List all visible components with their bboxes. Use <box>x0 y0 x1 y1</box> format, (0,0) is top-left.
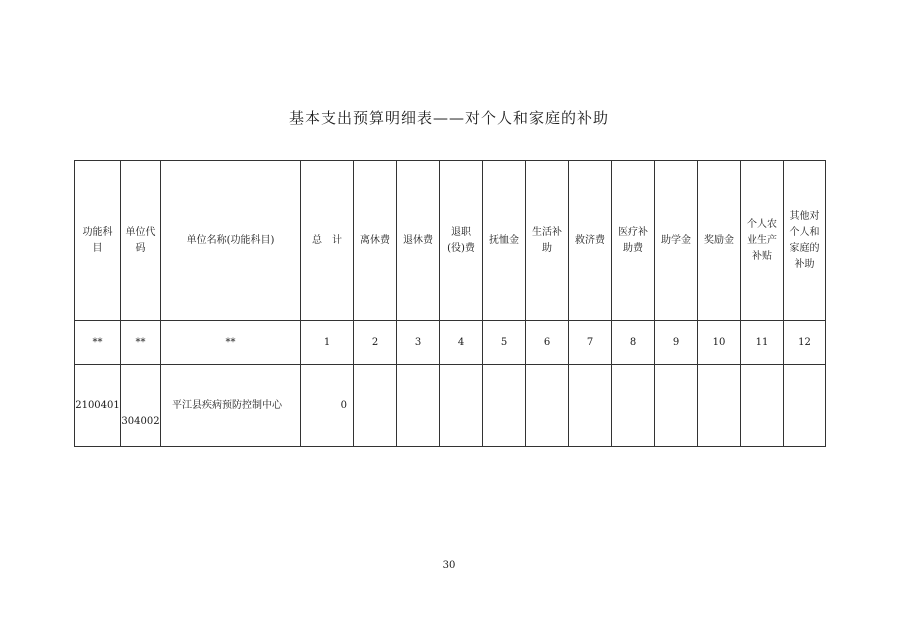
row-empty-cell <box>612 365 655 447</box>
index-cell: 1 <box>301 321 354 365</box>
header-pension: 抚恤金 <box>483 161 526 321</box>
index-cell: 6 <box>526 321 569 365</box>
row-unit-name: 平江县疾病预防控制中心 <box>161 365 301 447</box>
header-unit-code: 单位代 码 <box>121 161 161 321</box>
index-cell: 2 <box>354 321 397 365</box>
header-retirement-tuixiu: 退休费 <box>397 161 440 321</box>
header-reward: 奖励金 <box>698 161 741 321</box>
header-row <box>75 161 826 321</box>
page-number: 30 <box>442 560 456 571</box>
index-cell: 12 <box>784 321 826 365</box>
index-cell: 5 <box>483 321 526 365</box>
index-cell: ** <box>75 321 121 365</box>
header-unit-name: 单位名称(功能科目) <box>161 161 301 321</box>
header-living-subsidy: 生活补 助 <box>526 161 569 321</box>
header-total: 总 计 <box>301 161 354 321</box>
row-empty-cell <box>784 365 826 447</box>
header-scholarship: 助学金 <box>655 161 698 321</box>
table-row <box>75 365 826 447</box>
row-func-code: 2100401 <box>75 365 121 447</box>
index-cell: ** <box>161 321 301 365</box>
index-cell: 8 <box>612 321 655 365</box>
row-empty-cell <box>655 365 698 447</box>
row-empty-cell <box>526 365 569 447</box>
row-unit-code: 304002 <box>121 365 161 447</box>
row-empty-cell <box>354 365 397 447</box>
row-empty-cell <box>698 365 741 447</box>
row-empty-cell <box>397 365 440 447</box>
header-medical-subsidy: 医疗补 助费 <box>612 161 655 321</box>
header-retirement-lixiu: 离休费 <box>354 161 397 321</box>
budget-table <box>74 160 826 447</box>
index-cell: 9 <box>655 321 698 365</box>
header-relief: 救济费 <box>569 161 612 321</box>
row-empty-cell <box>440 365 483 447</box>
index-cell: 3 <box>397 321 440 365</box>
header-agri-subsidy: 个人农 业生产 补贴 <box>741 161 784 321</box>
row-total: 0 <box>301 365 354 447</box>
row-empty-cell <box>483 365 526 447</box>
index-cell: 11 <box>741 321 784 365</box>
index-cell: 7 <box>569 321 612 365</box>
index-cell: ** <box>121 321 161 365</box>
header-resignation: 退职 (役)费 <box>440 161 483 321</box>
header-other-subsidy: 其他对 个人和 家庭的 补助 <box>784 161 826 321</box>
row-empty-cell <box>741 365 784 447</box>
index-cell: 10 <box>698 321 741 365</box>
page-title: 基本支出预算明细表——对个人和家庭的补助 <box>288 109 609 127</box>
index-row <box>75 321 826 365</box>
row-empty-cell <box>569 365 612 447</box>
index-cell: 4 <box>440 321 483 365</box>
header-func-code: 功能科 目 <box>75 161 121 321</box>
